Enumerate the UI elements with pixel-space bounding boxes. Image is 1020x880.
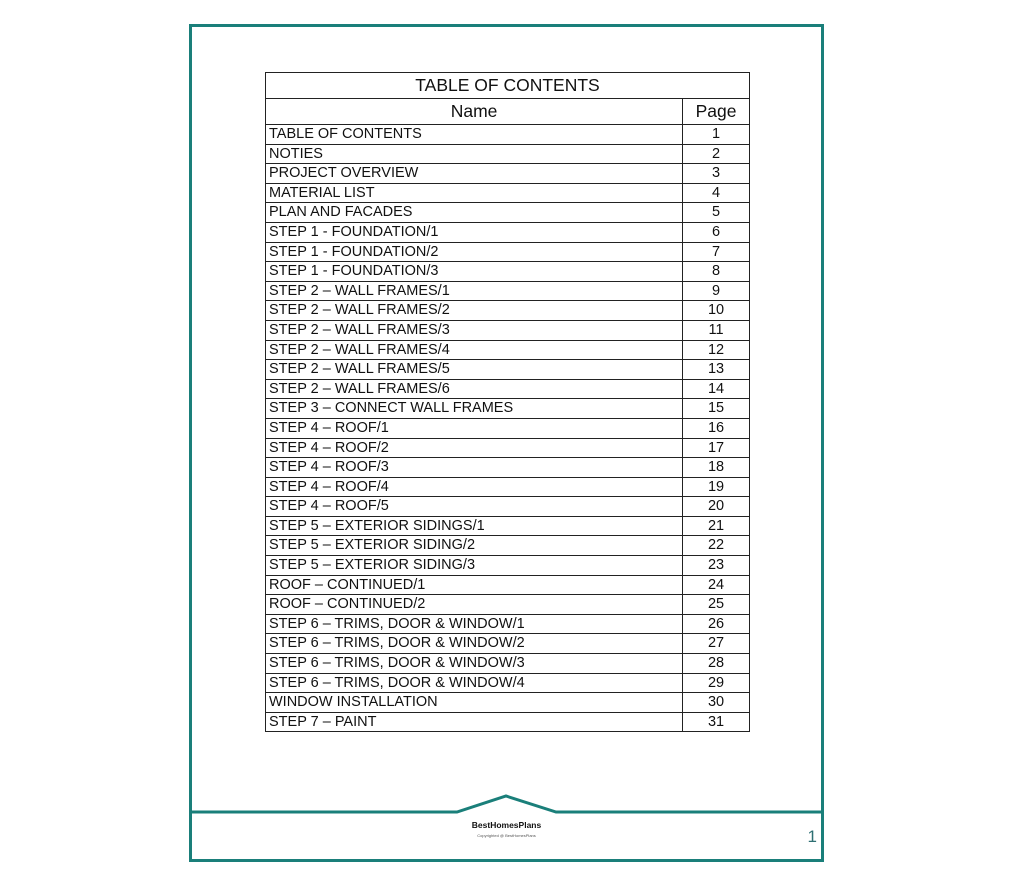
toc-entry-name: STEP 6 – TRIMS, DOOR & WINDOW/2: [266, 634, 683, 654]
table-row: [266, 693, 750, 713]
table-row: [266, 575, 750, 595]
table-row: [266, 320, 750, 340]
name-column-header: Name: [266, 99, 683, 125]
table-row: [266, 262, 750, 282]
house-roof-line: [192, 796, 821, 812]
table-row: [266, 712, 750, 732]
toc-entry-name: STEP 1 - FOUNDATION/2: [266, 242, 683, 262]
toc-title: TABLE OF CONTENTS: [266, 73, 750, 99]
toc-entry-page: 30: [683, 693, 750, 713]
toc-entry-page: 26: [683, 614, 750, 634]
copyright-text: Copyrighted @ BestHomesPlans: [477, 833, 536, 838]
table-row: [266, 458, 750, 478]
footer-divider: [192, 792, 821, 816]
table-row: [266, 556, 750, 576]
table-row: [266, 516, 750, 536]
table-row: [266, 536, 750, 556]
toc-entry-page: 27: [683, 634, 750, 654]
toc-entry-page: 15: [683, 399, 750, 419]
toc-entry-name: TABLE OF CONTENTS: [266, 125, 683, 145]
toc-entry-page: 3: [683, 164, 750, 184]
table-row: [266, 144, 750, 164]
table-row: [266, 222, 750, 242]
toc-entry-name: STEP 1 - FOUNDATION/1: [266, 222, 683, 242]
table-row: [266, 183, 750, 203]
table-row: [266, 379, 750, 399]
toc-entry-page: 11: [683, 320, 750, 340]
toc-entry-name: STEP 1 - FOUNDATION/3: [266, 262, 683, 282]
toc-entry-page: 23: [683, 556, 750, 576]
toc-entry-page: 21: [683, 516, 750, 536]
document-page: [189, 24, 824, 862]
toc-entry-name: STEP 4 – ROOF/3: [266, 458, 683, 478]
toc-entry-name: NOTIES: [266, 144, 683, 164]
table-row: [266, 340, 750, 360]
toc-entry-page: 24: [683, 575, 750, 595]
toc-entry-page: 16: [683, 418, 750, 438]
toc-entry-name: MATERIAL LIST: [266, 183, 683, 203]
toc-entry-name: STEP 6 – TRIMS, DOOR & WINDOW/4: [266, 673, 683, 693]
toc-entry-name: PROJECT OVERVIEW: [266, 164, 683, 184]
toc-entry-page: 7: [683, 242, 750, 262]
toc-entry-name: STEP 2 – WALL FRAMES/2: [266, 301, 683, 321]
toc-entry-page: 25: [683, 595, 750, 615]
toc-entry-page: 12: [683, 340, 750, 360]
toc-entry-name: STEP 5 – EXTERIOR SIDING/2: [266, 536, 683, 556]
toc-entry-page: 29: [683, 673, 750, 693]
table-row: [266, 242, 750, 262]
table-row: [266, 673, 750, 693]
toc-entry-name: STEP 2 – WALL FRAMES/3: [266, 320, 683, 340]
toc-rows: [266, 125, 750, 732]
toc-entry-page: 6: [683, 222, 750, 242]
table-row: [266, 164, 750, 184]
page-column-header: Page: [683, 99, 750, 125]
table-row: [266, 595, 750, 615]
table-row: [266, 497, 750, 517]
page-number: 1: [807, 827, 817, 846]
toc-entry-name: PLAN AND FACADES: [266, 203, 683, 223]
toc-entry-name: STEP 4 – ROOF/4: [266, 477, 683, 497]
table-row: [266, 614, 750, 634]
table-row: [266, 438, 750, 458]
table-row: [266, 654, 750, 674]
toc-entry-page: 14: [683, 379, 750, 399]
toc-entry-name: STEP 3 – CONNECT WALL FRAMES: [266, 399, 683, 419]
toc-entry-page: 13: [683, 360, 750, 380]
table-row: [266, 477, 750, 497]
table-row: [266, 301, 750, 321]
table-row: [266, 634, 750, 654]
toc-entry-page: 8: [683, 262, 750, 282]
toc-entry-page: 2: [683, 144, 750, 164]
toc-entry-name: STEP 4 – ROOF/2: [266, 438, 683, 458]
table-row: [266, 399, 750, 419]
toc-entry-page: 4: [683, 183, 750, 203]
toc-entry-page: 18: [683, 458, 750, 478]
table-row: [266, 203, 750, 223]
toc-entry-name: STEP 6 – TRIMS, DOOR & WINDOW/1: [266, 614, 683, 634]
toc-entry-name: STEP 2 – WALL FRAMES/1: [266, 281, 683, 301]
toc-entry-page: 31: [683, 712, 750, 732]
toc-entry-page: 17: [683, 438, 750, 458]
toc-entry-page: 19: [683, 477, 750, 497]
toc-entry-page: 5: [683, 203, 750, 223]
toc-entry-name: STEP 4 – ROOF/1: [266, 418, 683, 438]
toc-entry-page: 1: [683, 125, 750, 145]
toc-entry-page: 20: [683, 497, 750, 517]
table-row: [266, 418, 750, 438]
toc-entry-page: 22: [683, 536, 750, 556]
toc-entry-name: STEP 6 – TRIMS, DOOR & WINDOW/3: [266, 654, 683, 674]
toc-entry-page: 9: [683, 281, 750, 301]
toc-entry-name: STEP 2 – WALL FRAMES/6: [266, 379, 683, 399]
table-row: [266, 360, 750, 380]
table-row: [266, 125, 750, 145]
toc-entry-name: STEP 4 – ROOF/5: [266, 497, 683, 517]
toc-entry-page: 10: [683, 301, 750, 321]
table-row: [266, 281, 750, 301]
table-of-contents: [265, 72, 750, 732]
toc-entry-name: STEP 2 – WALL FRAMES/5: [266, 360, 683, 380]
toc-entry-name: STEP 7 – PAINT: [266, 712, 683, 732]
toc-entry-name: WINDOW INSTALLATION: [266, 693, 683, 713]
toc-entry-name: STEP 5 – EXTERIOR SIDINGS/1: [266, 516, 683, 536]
toc-entry-name: ROOF – CONTINUED/2: [266, 595, 683, 615]
toc-entry-name: ROOF – CONTINUED/1: [266, 575, 683, 595]
toc-entry-name: STEP 2 – WALL FRAMES/4: [266, 340, 683, 360]
toc-entry-page: 28: [683, 654, 750, 674]
toc-entry-name: STEP 5 – EXTERIOR SIDING/3: [266, 556, 683, 576]
brand-logo-text: BestHomesPlans: [471, 820, 542, 830]
